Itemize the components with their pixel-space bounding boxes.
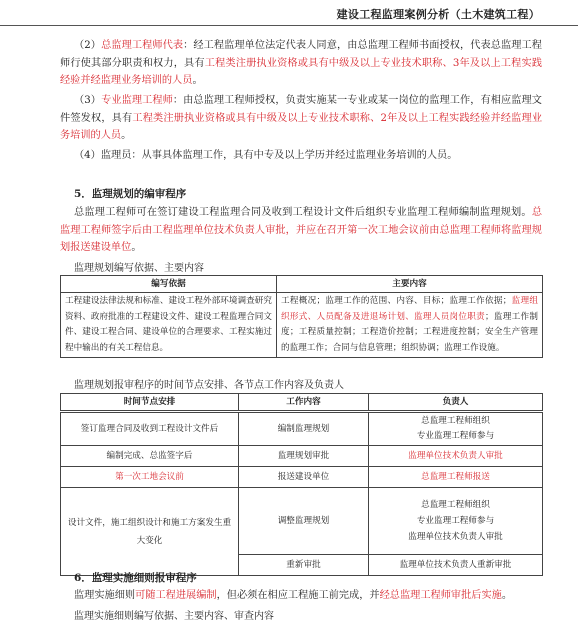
table2-header-responsible: 负责人	[369, 394, 543, 412]
responsible-line: 总监理工程师组织	[421, 500, 490, 510]
table1-header-content: 主要内容	[277, 276, 543, 293]
work-cell: 编制监理规划	[239, 412, 369, 446]
paragraph-supervisor	[60, 147, 542, 165]
responsible-line: 监理单位技术负责人重新审批	[399, 560, 512, 570]
highlight-text: 总监理工程师代表	[101, 40, 184, 51]
responsible-cell	[369, 412, 543, 446]
body-text: 。	[501, 590, 513, 601]
body-text: （4）监理员：从事具体监理工作，具有中专及以上学历并经过监理业务培训的人员。	[74, 150, 458, 161]
table2-caption: 监理规划报审程序的时间节点安排、各节点工作内容及负责人	[74, 380, 344, 391]
table1-header-basis: 编写依据	[61, 276, 277, 293]
node-cell: 设计文件，施工组织设计和施工方案发生重大变化	[61, 488, 239, 576]
responsible-cell	[369, 488, 543, 555]
table-row	[61, 446, 543, 467]
table-row	[61, 412, 543, 446]
work-cell: 监理规划审批	[239, 446, 369, 467]
paragraph-specialist-engineer	[60, 92, 542, 145]
responsible-cell	[369, 467, 543, 488]
table1-content-cell	[277, 293, 543, 358]
body-text: 监理实施细则	[74, 590, 136, 601]
paragraph-chief-deputy	[60, 37, 542, 90]
body-text: ，但必须在相应工程施工前完成，并	[216, 590, 380, 601]
highlight-text: 可随工程进展编制	[135, 590, 217, 601]
body-text: （2）	[74, 40, 102, 51]
highlight-text: 工程类注册执业资格或具有中级及以上专业技术职称、3年及以上工程实践经验并经监理业务培训的人员	[60, 57, 543, 86]
highlight-text: 监理组织形式、人员配备及进退场计划、监理人员岗位职责	[281, 296, 538, 322]
highlight-text: 工程类注册执业资格或具有中级及以上专业技术职称、2年及以上工程实践经验并经监理业务培训的人员	[60, 112, 543, 141]
node-cell: 编制完成、总监签字后	[61, 446, 239, 467]
body-text: 总监理工程师可在签订建设工程监理合同及收到工程设计文件后组织专业监理工程师编制监理规划。	[74, 207, 532, 218]
paragraph-plan-procedure	[60, 204, 542, 257]
responsible-line: 专业监理工程师参与	[416, 431, 495, 441]
table2-header-node: 时间节点安排	[61, 394, 239, 412]
responsible-cell	[369, 555, 543, 576]
body-text: ：由总监理工程师授权，负责实施某一专业或某一岗位的监理工作，有相应监理文件签发权，具有	[60, 95, 542, 124]
responsible-line: 监理单位技术负责人审批	[408, 451, 503, 461]
paragraph-detail-rules	[60, 587, 542, 605]
work-cell: 调整监理规划	[239, 488, 369, 555]
highlight-text: 总监理工程师签字后由工程监理单位技术负责人审批，并应在召开第一次工地会议前由总监理工程师将监理规划报送建设单位	[60, 207, 542, 253]
work-cell: 报送建设单位	[239, 467, 369, 488]
node-cell: 第一次工地会议前	[61, 467, 239, 488]
node-cell: 签订监理合同及收到工程设计文件后	[61, 412, 239, 446]
table2-body	[61, 412, 543, 576]
plan-approval-table	[60, 393, 543, 576]
responsible-line: 总监理工程师组织	[421, 416, 490, 426]
table2-header-work: 工作内容	[239, 394, 369, 412]
body-text: 。	[121, 130, 132, 141]
body-text: （3）	[74, 95, 102, 106]
table1-caption: 监理规划编写依据、主要内容	[74, 263, 204, 274]
responsible-line: 监理单位技术负责人审批	[408, 532, 503, 542]
body-text: ：经工程监理单位法定代表人同意，由总监理工程师书面授权，代表总监理工程师行使其部分职责和权力，具有	[60, 40, 542, 69]
highlight-text: 经总监理工程师审批后实施	[379, 590, 502, 601]
highlight-text: 专业监理工程师	[101, 95, 173, 106]
body-text: 。	[131, 242, 142, 253]
body-text: 工程概况；监理工作的范围、内容、目标；监理工作依据；	[281, 296, 512, 306]
table1-basis-cell: 工程建设法律法规和标准、建设工程外部环境调查研究资料、政府批准的工程建设文件、建设工程监理合同文件、建设工程合同、建设单位的合理要求、工程实施过程中输出的有关工程信息。	[61, 293, 277, 358]
body-text: ；监理工作制度；工程质量控制；工程造价控制；工程进度控制；安全生产管理的监理工作；合同与信息管理；组织协调；监理工作设施。	[281, 311, 538, 353]
responsible-line: 专业监理工程师参与	[416, 516, 495, 526]
plan-basis-table	[60, 275, 543, 358]
table3-caption: 监理实施细则编写依据、主要内容、审查内容	[74, 611, 274, 622]
section-6-heading: 6．监理实施细则报审程序	[74, 572, 197, 584]
table-row	[61, 467, 543, 488]
table-row	[61, 488, 543, 555]
work-cell: 重新审批	[239, 555, 369, 576]
section-5-heading: 5．监理规划的编审程序	[74, 188, 187, 200]
responsible-line: 总监理工程师报送	[421, 472, 490, 482]
header-divider	[0, 25, 578, 26]
body-text: 。	[192, 75, 203, 86]
header-title: 建设工程监理案例分析（土木建筑工程）	[336, 8, 540, 21]
responsible-cell	[369, 446, 543, 467]
